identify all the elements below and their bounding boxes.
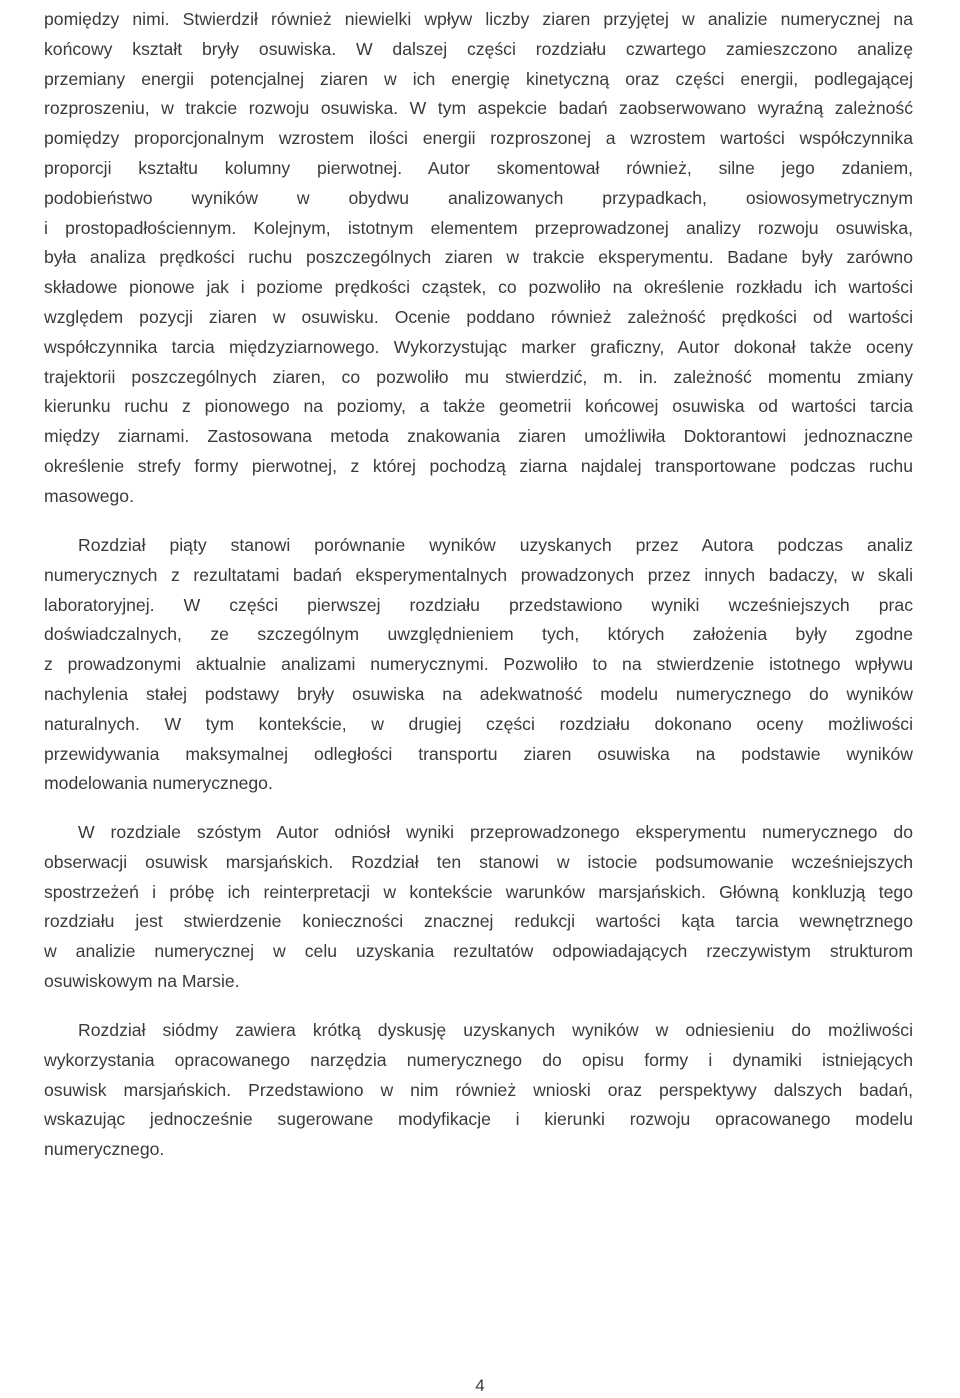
text-line: pomiędzy proporcjonalnym wzrostem ilości energii rozproszonej a wzrostem wartości współczynnika	[44, 128, 913, 149]
text-line: w analizie numerycznej w celu uzyskania rezultatów odpowiadających rzeczywistym strukturom	[44, 941, 913, 962]
text-line: była analiza prędkości ruchu poszczególnych ziaren w trakcie eksperymentu. Badane były zarówno	[44, 247, 913, 268]
text-line: i prostopadłościennym. Kolejnym, istotnym elementem przeprowadzonej analizy rozwoju osuwiska,	[44, 217, 913, 238]
text-line: składowe pionowe jak i poziome prędkości cząstek, co pozwoliło na określenie rozkładu ich wartości	[44, 277, 913, 298]
text-line: wykorzystania opracowanego narzędzia numerycznego do opisu formy i dynamiki istniejących	[44, 1049, 913, 1070]
text-line: między ziarnami. Zastosowana metoda znakowania ziaren umożliwiła Doktorantowi jednoznaczne	[44, 426, 913, 447]
text-line: spostrzeżeń i próbę ich reinterpretacji w kontekście warunków marsjańskich. Główną konkluzją tego	[44, 881, 913, 902]
text-line: doświadczalnych, ze szczególnym uwzględnieniem tych, których założenia były zgodne	[44, 624, 913, 645]
text-line: Rozdział siódmy zawiera krótką dyskusję uzyskanych wyników w odniesieniu do możliwości	[78, 1020, 913, 1040]
text-line: proporcji kształtu kolumny pierwotnej. Autor skomentował również, silne jego zdaniem,	[44, 157, 913, 178]
paragraph-chapter-four-continued	[44, 5, 913, 512]
text-line: podobieństwo wyników w obydwu analizowanych przypadkach, osiowosymetrycznym	[44, 187, 913, 208]
text-line: numerycznego.	[44, 1139, 165, 1160]
text-line: końcowy kształt bryły osuwiska. W dalszej części rozdziału czwartego zamieszczono analizę	[44, 38, 913, 59]
text-line: masowego.	[44, 485, 134, 506]
text-line: nachylenia stałej podstawy bryły osuwiska na adekwatność modelu numerycznego do wyników	[44, 683, 913, 704]
text-line: rozdziału jest stwierdzenie konieczności znacznej redukcji wartości kąta tarcia wewnętrznego	[44, 911, 913, 932]
text-line: pomiędzy nimi. Stwierdził również niewielki wpływ liczby ziaren przyjętej w analizie numerycznej na	[44, 9, 913, 29]
text-line: rozproszeniu, w trakcie rozwoju osuwiska. W tym aspekcie badań zaobserwowano wyraźną zależność	[44, 98, 913, 119]
text-line: przewidywania maksymalnej odległości transportu ziaren osuwiska na podstawie wyników	[44, 743, 913, 764]
text-line: przemiany energii potencjalnej ziaren w ich energię kinetyczną oraz części energii, podlegającej	[44, 68, 913, 89]
text-line: numerycznych z rezultatami badań eksperymentalnych prowadzonych przez innych badaczy, w skali	[44, 564, 913, 585]
paragraph-chapter-seven	[44, 1016, 913, 1165]
text-line: modelowania numerycznego.	[44, 773, 273, 794]
text-line: obserwacji osuwisk marsjańskich. Rozdział ten stanowi w istocie podsumowanie wcześniejszych	[44, 851, 913, 872]
text-line: laboratoryjnej. W części pierwszej rozdziału przedstawiono wyniki wcześniejszych prac	[44, 594, 913, 615]
text-line: kierunku ruchu z pionowego na poziomy, a także geometrii końcowej osuwiska od wartości tarcia	[44, 396, 913, 417]
text-line: wskazując jednocześnie sugerowane modyfikacje i kierunki rozwoju opracowanego modelu	[44, 1109, 913, 1130]
text-line: współczynnika tarcia międzyziarnowego. Wykorzystując marker graficzny, Autor dokonał także oceny	[44, 336, 913, 357]
text-line: Rozdział piąty stanowi porównanie wyników uzyskanych przez Autora podczas analiz	[78, 535, 913, 555]
text-line: naturalnych. W tym kontekście, w drugiej części rozdziału dokonano oceny możliwości	[44, 713, 913, 734]
text-line: W rozdziale szóstym Autor odniósł wyniki przeprowadzonego eksperymentu numerycznego do	[78, 822, 913, 842]
text-line: z prowadzonymi aktualnie analizami numerycznymi. Pozwoliło to na stwierdzenie istotnego wpływu	[44, 654, 913, 675]
paragraph-chapter-six	[44, 818, 913, 997]
text-line: osuwisk marsjańskich. Przedstawiono w nim również wnioski oraz perspektywy dalszych badań,	[44, 1079, 913, 1100]
text-line: trajektorii poszczególnych ziaren, co pozwoliło mu stwierdzić, m. in. zależność momentu zmiany	[44, 366, 913, 387]
text-line: określenie strefy formy pierwotnej, z której pochodzą ziarna najdalej transportowane podczas ruchu	[44, 455, 913, 476]
paragraph-chapter-five	[44, 531, 913, 799]
text-line: osuwiskowym na Marsie.	[44, 970, 240, 991]
text-line: względem pozycji ziaren w osuwisku. Ocenie poddano również zależność prędkości od wartości	[44, 306, 913, 327]
page-number: 4	[475, 1376, 485, 1395]
